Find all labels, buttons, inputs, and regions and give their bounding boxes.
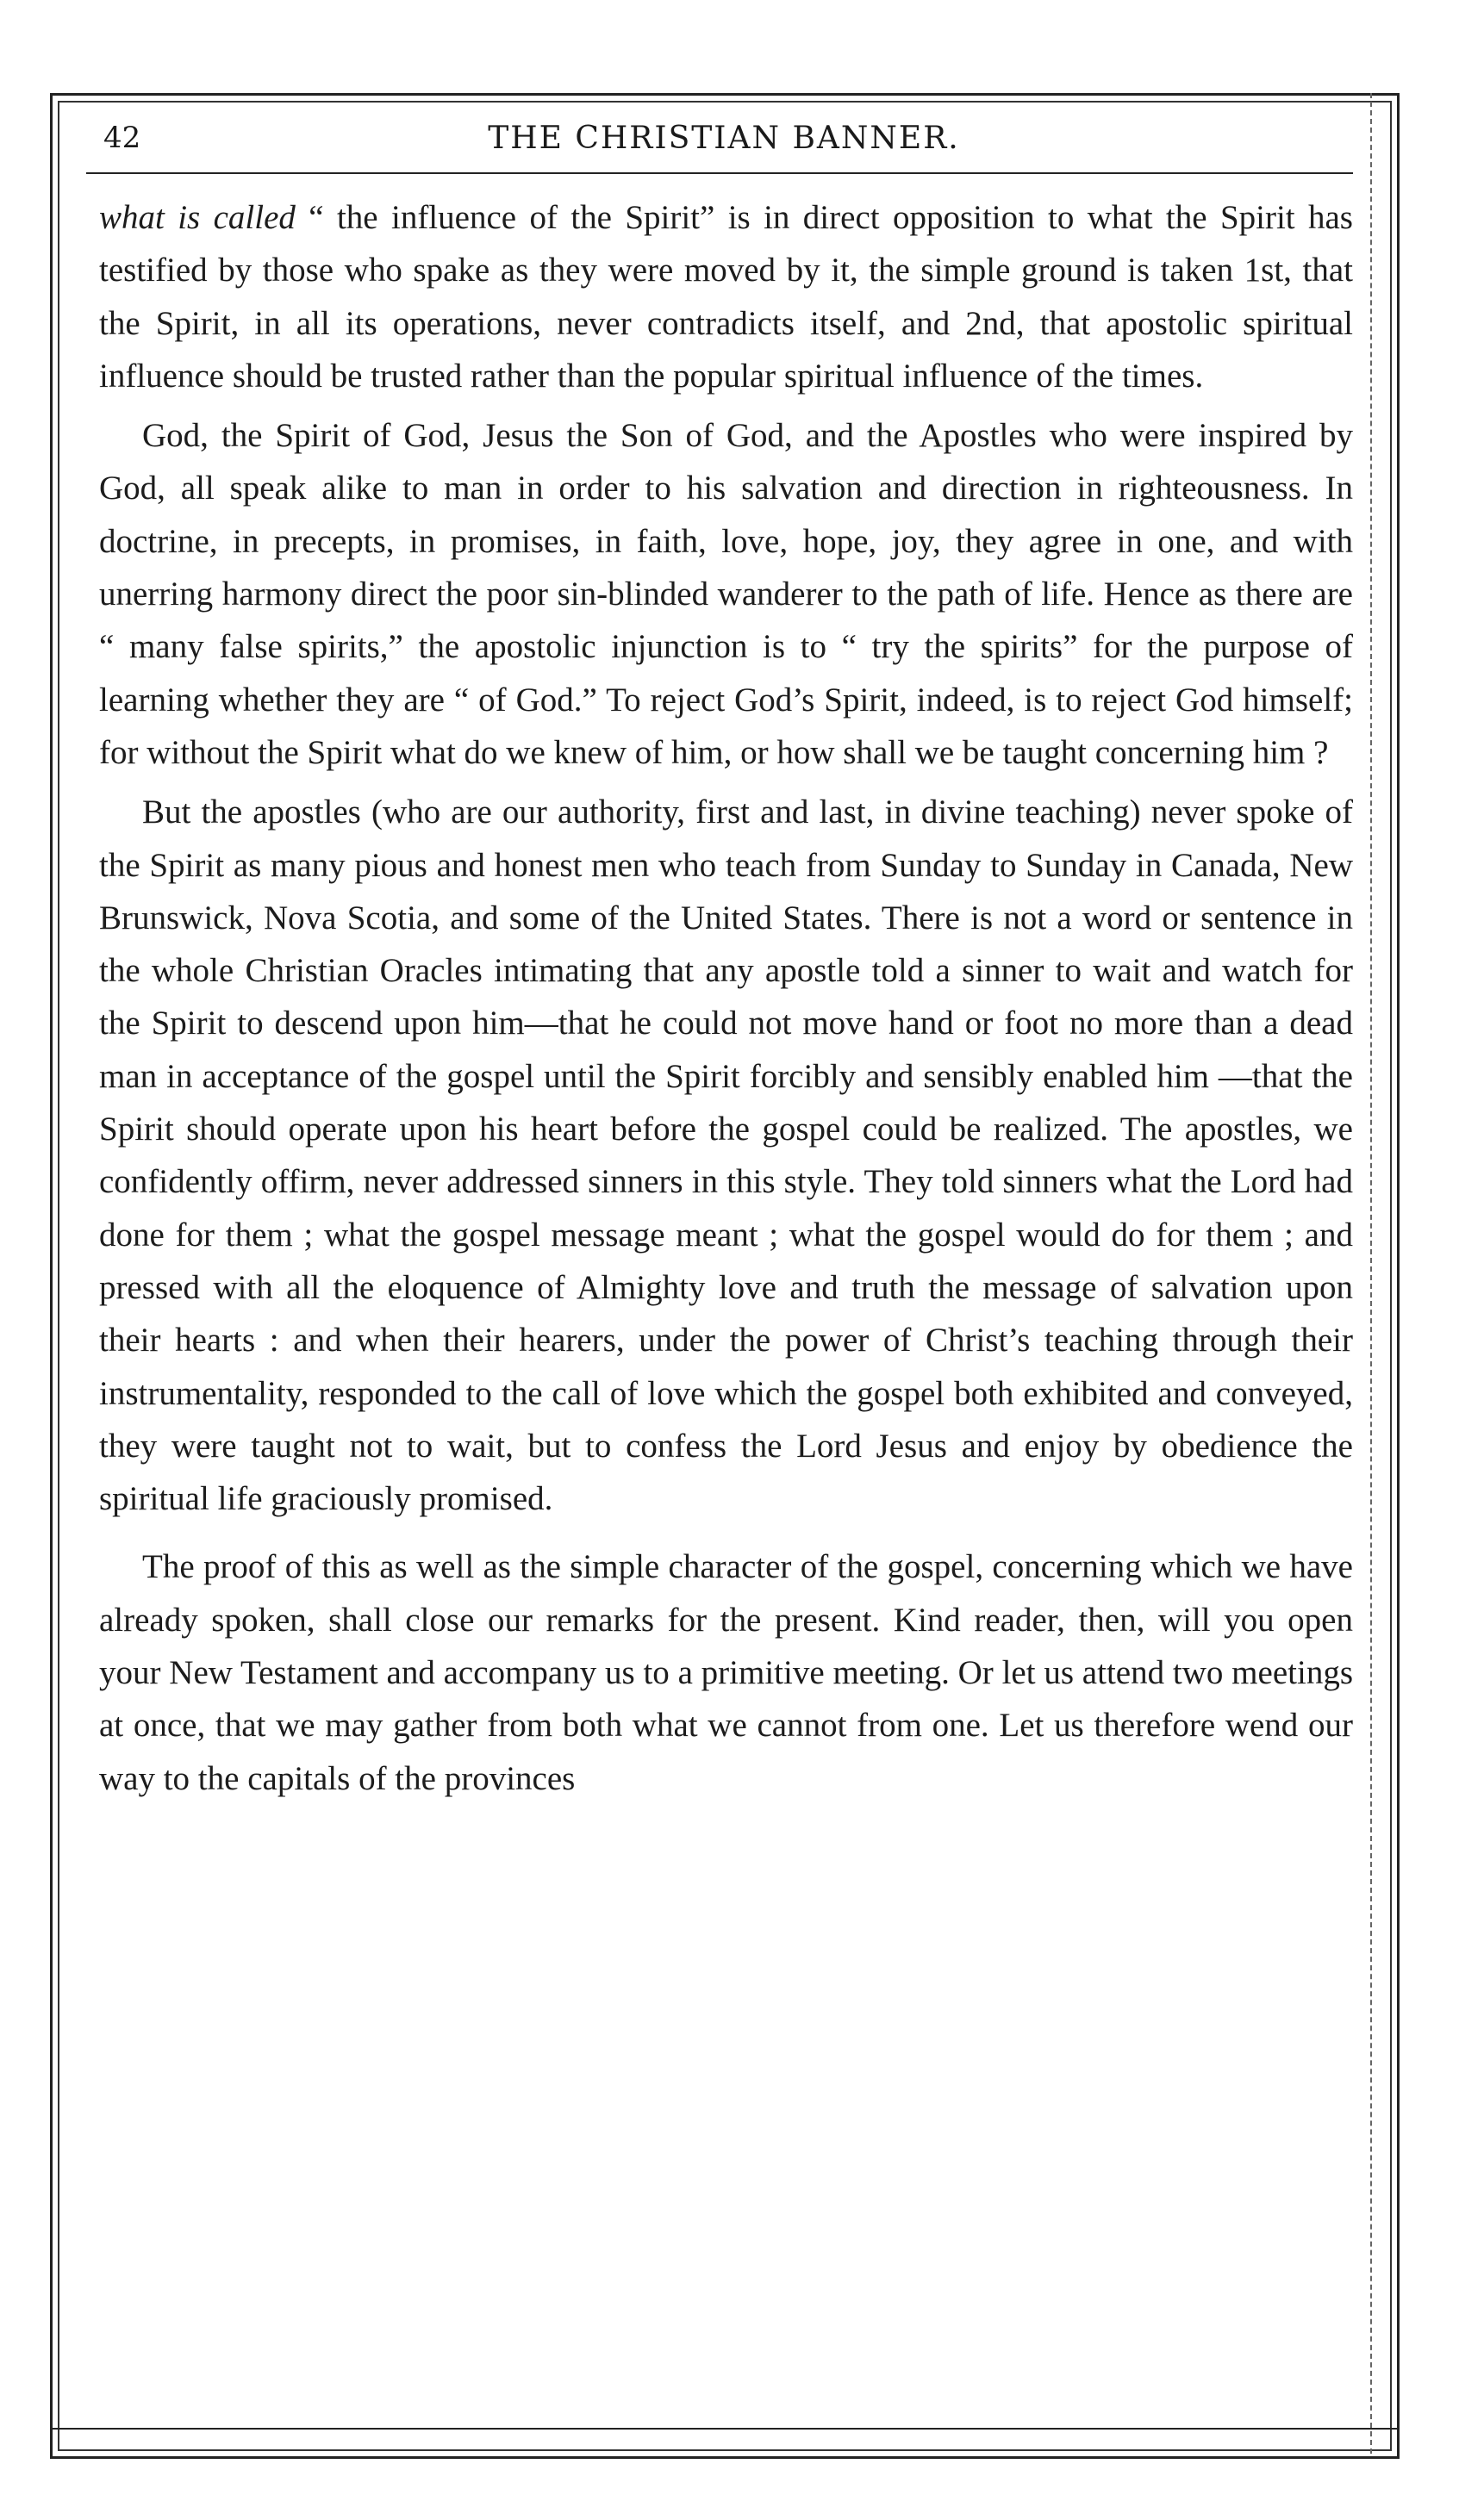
paragraph-1 <box>99 191 1353 402</box>
running-title: THE CHRISTIAN BANNER. <box>488 121 960 156</box>
paragraph-2: God, the Spirit of God, Jesus the Son of God, and the Apostles who were inspired by God, all speak alike to man in order to his salvation and direction in righteousness. In doctrine, in precepts, in promises, in faith, love, hope, joy, they agree in one, and with unerring harmony direct the poor sin-blinded wanderer to the path of life. Hence as there are “ many false spirits,” the apostolic injunction is to “ try the spirits” for the purpose of learning whether they are “ of God.” To reject God’s Spirit, indeed, is to reject God himself; for without the Spirit what do we knew of him, or how shall we be taught concerning him ? <box>99 417 1353 771</box>
header-rule <box>86 172 1353 174</box>
page-number: 42 <box>103 121 141 155</box>
running-header <box>86 121 1362 172</box>
paragraph-4: The proof of this as well as the simple character of the gospel, concerning which we have already spoken, shall close our remarks for the present. Kind reader, then, will you open your New Testament and accompany us to a primitive meeting. Or let us attend two meetings at once, that we may gather from both what we cannot from one. Let us therefore wend our way to the capitals of the provinces <box>99 1548 1353 1797</box>
bottom-rule <box>50 2428 1397 2430</box>
paragraph-text: “ the influence of the Spirit” is in direct opposition to what the Spirit has testified by those who spake as they were moved by it, the simple ground is taken 1st, that the Spirit, in all its operations, never contradicts itself, and 2nd, that apostolic spiritual influence should be trusted rather than the popular spiritual influence of the times. <box>99 199 1353 395</box>
paragraph-3: But the apostles (who are our authority, first and last, in divine teaching) never spoke of the Spirit as many pious and honest men who teach from Sunday to Sunday in Canada, New Brunswick, Nova Scotia, and some of the United States. There is not a word or sentence in the whole Christian Oracles intimating that any apostle told a sinner to wait and watch for the Spirit to descend upon him—that he could not move hand or foot no more than a dead man in acceptance of the gospel until the Spirit forcibly and sensibly enabled him —that the Spirit should operate upon his heart before the gospel could be realized. The apostles, we confidently offirm, never addressed sinners in this style. They told sinners what the Lord had done for them ; what the gospel message meant ; what the gospel would do for them ; and pressed with all the eloquence of Almighty love and truth the message of salvation upon their hearts : and when their hearers, under the power of Christ’s teaching through their instrumentality, responded to the call of love which the gospel both exhibited and conveyed, they were taught not to wait, but to confess the Lord Jesus and enjoy by obedience the spiritual life graciously promised. <box>99 793 1353 1518</box>
right-margin-rule <box>1370 93 1372 2454</box>
article-body <box>99 191 1353 1805</box>
italic-lead: what is called <box>99 199 296 236</box>
